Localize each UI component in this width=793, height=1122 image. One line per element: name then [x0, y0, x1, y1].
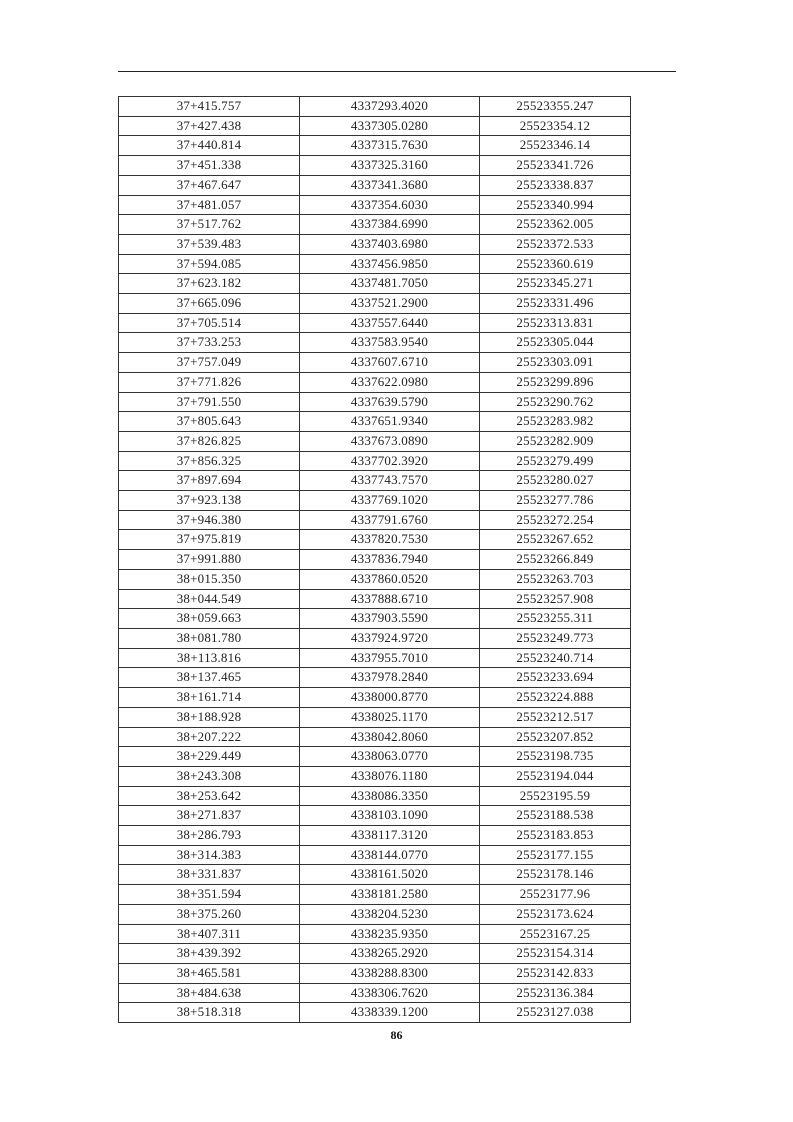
northing-cell: 4337743.7570 — [300, 471, 480, 491]
table-row — [119, 983, 631, 1003]
table-row — [119, 963, 631, 983]
easting-cell: 25523279.499 — [480, 451, 631, 471]
northing-cell: 4338063.0770 — [300, 747, 480, 767]
northing-cell: 4337622.0980 — [300, 372, 480, 392]
easting-cell: 25523257.908 — [480, 589, 631, 609]
table-row — [119, 254, 631, 274]
easting-cell: 25523154.314 — [480, 944, 631, 964]
northing-cell: 4337341.3680 — [300, 175, 480, 195]
station-cell: 37+451.338 — [119, 156, 300, 176]
northing-cell: 4337384.6990 — [300, 215, 480, 235]
easting-cell: 25523346.14 — [480, 136, 631, 156]
northing-cell: 4337955.7010 — [300, 648, 480, 668]
easting-cell: 25523195.59 — [480, 786, 631, 806]
northing-cell: 4337583.9540 — [300, 333, 480, 353]
northing-cell: 4338144.0770 — [300, 845, 480, 865]
station-cell: 38+207.222 — [119, 727, 300, 747]
station-cell: 37+856.325 — [119, 451, 300, 471]
easting-cell: 25523167.25 — [480, 924, 631, 944]
easting-cell: 25523355.247 — [480, 97, 631, 117]
easting-cell: 25523266.849 — [480, 550, 631, 570]
table-row — [119, 648, 631, 668]
table-row — [119, 451, 631, 471]
coordinate-table-body — [119, 97, 631, 1023]
station-cell: 38+484.638 — [119, 983, 300, 1003]
northing-cell: 4337702.3920 — [300, 451, 480, 471]
northing-cell: 4338339.1200 — [300, 1003, 480, 1023]
northing-cell: 4337293.4020 — [300, 97, 480, 117]
northing-cell: 4337836.7940 — [300, 550, 480, 570]
easting-cell: 25523249.773 — [480, 628, 631, 648]
station-cell: 38+015.350 — [119, 569, 300, 589]
easting-cell: 25523142.833 — [480, 963, 631, 983]
station-cell: 37+946.380 — [119, 510, 300, 530]
northing-cell: 4337978.2840 — [300, 668, 480, 688]
table-row — [119, 530, 631, 550]
table-row — [119, 392, 631, 412]
northing-cell: 4338181.2580 — [300, 885, 480, 905]
northing-cell: 4337305.0280 — [300, 116, 480, 136]
station-cell: 37+467.647 — [119, 175, 300, 195]
station-cell: 38+331.837 — [119, 865, 300, 885]
easting-cell: 25523345.271 — [480, 274, 631, 294]
station-cell: 38+243.308 — [119, 766, 300, 786]
header-rule — [118, 71, 676, 72]
easting-cell: 25523177.96 — [480, 885, 631, 905]
station-cell: 38+253.642 — [119, 786, 300, 806]
table-row — [119, 156, 631, 176]
northing-cell: 4337325.3160 — [300, 156, 480, 176]
station-cell: 38+375.260 — [119, 904, 300, 924]
station-cell: 38+229.449 — [119, 747, 300, 767]
station-cell: 38+314.383 — [119, 845, 300, 865]
easting-cell: 25523267.652 — [480, 530, 631, 550]
northing-cell: 4337557.6440 — [300, 313, 480, 333]
station-cell: 37+771.826 — [119, 372, 300, 392]
easting-cell: 25523313.831 — [480, 313, 631, 333]
station-cell: 37+757.049 — [119, 353, 300, 373]
station-cell: 37+733.253 — [119, 333, 300, 353]
easting-cell: 25523290.762 — [480, 392, 631, 412]
easting-cell: 25523177.155 — [480, 845, 631, 865]
easting-cell: 25523372.533 — [480, 234, 631, 254]
northing-cell: 4338235.9350 — [300, 924, 480, 944]
table-row — [119, 195, 631, 215]
northing-cell: 4337481.7050 — [300, 274, 480, 294]
page-number: 86 — [390, 1028, 403, 1042]
station-cell: 37+427.438 — [119, 116, 300, 136]
easting-cell: 25523331.496 — [480, 294, 631, 314]
table-row — [119, 294, 631, 314]
northing-cell: 4338086.3350 — [300, 786, 480, 806]
station-cell: 38+407.311 — [119, 924, 300, 944]
easting-cell: 25523224.888 — [480, 688, 631, 708]
easting-cell: 25523233.694 — [480, 668, 631, 688]
table-row — [119, 826, 631, 846]
table-row — [119, 333, 631, 353]
table-row — [119, 609, 631, 629]
easting-cell: 25523303.091 — [480, 353, 631, 373]
northing-cell: 4337521.2900 — [300, 294, 480, 314]
northing-cell: 4338204.5230 — [300, 904, 480, 924]
northing-cell: 4337860.0520 — [300, 569, 480, 589]
easting-cell: 25523340.994 — [480, 195, 631, 215]
table-row — [119, 353, 631, 373]
table-row — [119, 628, 631, 648]
station-cell: 37+539.483 — [119, 234, 300, 254]
table-row — [119, 274, 631, 294]
coordinate-table — [118, 96, 631, 1023]
table-row — [119, 372, 631, 392]
northing-cell: 4338025.1170 — [300, 707, 480, 727]
northing-cell: 4337651.9340 — [300, 412, 480, 432]
northing-cell: 4338161.5020 — [300, 865, 480, 885]
station-cell: 37+991.880 — [119, 550, 300, 570]
northing-cell: 4337315.7630 — [300, 136, 480, 156]
easting-cell: 25523341.726 — [480, 156, 631, 176]
table-row — [119, 116, 631, 136]
table-row — [119, 944, 631, 964]
table-row — [119, 491, 631, 511]
northing-cell: 4337903.5590 — [300, 609, 480, 629]
table-row — [119, 550, 631, 570]
station-cell: 37+923.138 — [119, 491, 300, 511]
easting-cell: 25523272.254 — [480, 510, 631, 530]
northing-cell: 4338265.2920 — [300, 944, 480, 964]
table-row — [119, 885, 631, 905]
table-row — [119, 845, 631, 865]
northing-cell: 4337403.6980 — [300, 234, 480, 254]
table-row — [119, 215, 631, 235]
station-cell: 38+286.793 — [119, 826, 300, 846]
easting-cell: 25523207.852 — [480, 727, 631, 747]
table-row — [119, 510, 631, 530]
northing-cell: 4337820.7530 — [300, 530, 480, 550]
northing-cell: 4337924.9720 — [300, 628, 480, 648]
station-cell: 38+137.465 — [119, 668, 300, 688]
easting-cell: 25523240.714 — [480, 648, 631, 668]
easting-cell: 25523360.619 — [480, 254, 631, 274]
table-row — [119, 97, 631, 117]
table-row — [119, 471, 631, 491]
easting-cell: 25523305.044 — [480, 333, 631, 353]
northing-cell: 4338288.8300 — [300, 963, 480, 983]
northing-cell: 4338103.1090 — [300, 806, 480, 826]
northing-cell: 4338117.3120 — [300, 826, 480, 846]
easting-cell: 25523255.311 — [480, 609, 631, 629]
easting-cell: 25523338.837 — [480, 175, 631, 195]
station-cell: 38+271.837 — [119, 806, 300, 826]
station-cell: 38+161.714 — [119, 688, 300, 708]
table-row — [119, 136, 631, 156]
table-row — [119, 904, 631, 924]
easting-cell: 25523277.786 — [480, 491, 631, 511]
northing-cell: 4337456.9850 — [300, 254, 480, 274]
table-row — [119, 431, 631, 451]
table-row — [119, 234, 631, 254]
station-cell: 38+081.780 — [119, 628, 300, 648]
easting-cell: 25523198.735 — [480, 747, 631, 767]
table-row — [119, 668, 631, 688]
northing-cell: 4337791.6760 — [300, 510, 480, 530]
easting-cell: 25523263.703 — [480, 569, 631, 589]
easting-cell: 25523212.517 — [480, 707, 631, 727]
station-cell: 37+665.096 — [119, 294, 300, 314]
table-row — [119, 412, 631, 432]
table-row — [119, 175, 631, 195]
table-row — [119, 569, 631, 589]
easting-cell: 25523194.044 — [480, 766, 631, 786]
station-cell: 37+415.757 — [119, 97, 300, 117]
table-row — [119, 313, 631, 333]
northing-cell: 4337673.0890 — [300, 431, 480, 451]
northing-cell: 4338000.8770 — [300, 688, 480, 708]
table-row — [119, 865, 631, 885]
station-cell: 37+517.762 — [119, 215, 300, 235]
table-row — [119, 589, 631, 609]
easting-cell: 25523362.005 — [480, 215, 631, 235]
table-row — [119, 786, 631, 806]
easting-cell: 25523299.896 — [480, 372, 631, 392]
table-row — [119, 707, 631, 727]
station-cell: 37+826.825 — [119, 431, 300, 451]
station-cell: 38+188.928 — [119, 707, 300, 727]
northing-cell: 4338042.8060 — [300, 727, 480, 747]
station-cell: 38+044.549 — [119, 589, 300, 609]
northing-cell: 4337607.6710 — [300, 353, 480, 373]
station-cell: 37+805.643 — [119, 412, 300, 432]
easting-cell: 25523178.146 — [480, 865, 631, 885]
easting-cell: 25523354.12 — [480, 116, 631, 136]
table-row — [119, 766, 631, 786]
table-row — [119, 688, 631, 708]
station-cell: 38+351.594 — [119, 885, 300, 905]
station-cell: 37+975.819 — [119, 530, 300, 550]
table-row — [119, 727, 631, 747]
easting-cell: 25523280.027 — [480, 471, 631, 491]
northing-cell: 4337888.6710 — [300, 589, 480, 609]
table-row — [119, 924, 631, 944]
easting-cell: 25523136.384 — [480, 983, 631, 1003]
easting-cell: 25523188.538 — [480, 806, 631, 826]
station-cell: 38+465.581 — [119, 963, 300, 983]
northing-cell: 4338076.1180 — [300, 766, 480, 786]
table-row — [119, 747, 631, 767]
northing-cell: 4337769.1020 — [300, 491, 480, 511]
easting-cell: 25523173.624 — [480, 904, 631, 924]
table-row — [119, 1003, 631, 1023]
northing-cell: 4337354.6030 — [300, 195, 480, 215]
easting-cell: 25523183.853 — [480, 826, 631, 846]
station-cell: 37+897.694 — [119, 471, 300, 491]
station-cell: 38+518.318 — [119, 1003, 300, 1023]
station-cell: 37+481.057 — [119, 195, 300, 215]
station-cell: 38+059.663 — [119, 609, 300, 629]
northing-cell: 4337639.5790 — [300, 392, 480, 412]
station-cell: 37+623.182 — [119, 274, 300, 294]
station-cell: 37+440.814 — [119, 136, 300, 156]
easting-cell: 25523283.982 — [480, 412, 631, 432]
station-cell: 37+791.550 — [119, 392, 300, 412]
station-cell: 38+439.392 — [119, 944, 300, 964]
station-cell: 37+594.085 — [119, 254, 300, 274]
northing-cell: 4338306.7620 — [300, 983, 480, 1003]
easting-cell: 25523127.038 — [480, 1003, 631, 1023]
station-cell: 37+705.514 — [119, 313, 300, 333]
station-cell: 38+113.816 — [119, 648, 300, 668]
table-row — [119, 806, 631, 826]
easting-cell: 25523282.909 — [480, 431, 631, 451]
